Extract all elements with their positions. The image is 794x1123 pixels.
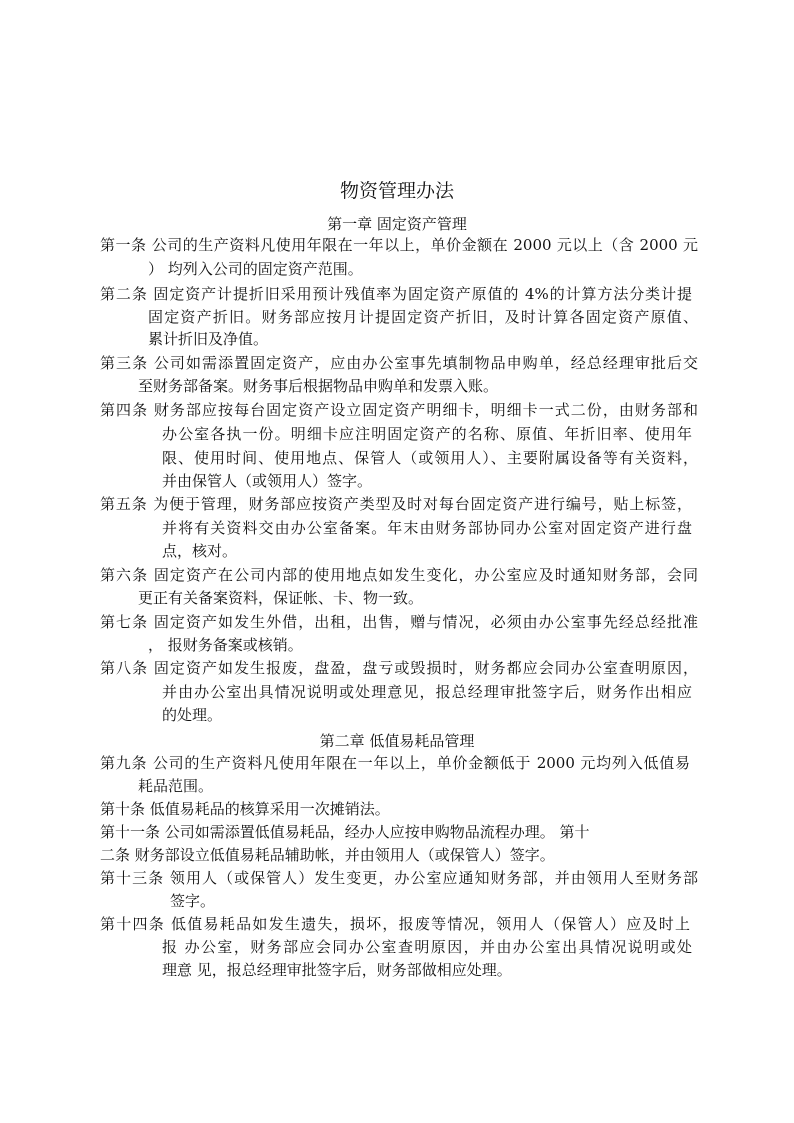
- article-1-line: ） 均列入公司的固定资产范围。: [148, 260, 363, 278]
- chapter-heading: 第二章 低值易耗品管理: [319, 732, 475, 750]
- article-11-line: 第十一条 公司如需添置低值易耗品，经办人应按申购物品流程办理。 第十: [100, 823, 590, 841]
- article-7-line: ， 报财务备案或核销。: [148, 636, 303, 654]
- article-4-line: 并由保管人（或领用人）签字。: [162, 472, 373, 490]
- article-5-line: 并将有关资料交由办公室备案。年末由财务部协同办公室对固定资产进行盘: [162, 519, 692, 537]
- article-4-line: 办公室各执一份。明细卡应注明固定资产的名称、原值、年折旧率、使用年: [162, 425, 692, 443]
- article-3-line: 第三条 公司如需添置固定资产，应由办公室事先填制物品申购单，经总经理审批后交: [100, 354, 698, 372]
- article-1-line: 第一条 公司的生产资料凡使用年限在一年以上，单价金额在 2000 元以上（含 2000 元: [100, 236, 698, 254]
- article-9-line: 耗品范围。: [138, 777, 214, 795]
- article-4-line: 第四条 财务部应按每台固定资产设立固定资产明细卡，明细卡一式二份，由财务部和: [100, 401, 698, 419]
- article-12-line: 二条 财务部设立低值易耗品辅助帐，并由领用人（或保管人）签字。: [100, 846, 555, 864]
- article-8-line: 的处理。: [162, 706, 223, 724]
- chapter-heading: 第一章 固定资产管理: [327, 215, 467, 233]
- article-5-line: 点，核对。: [162, 542, 238, 560]
- article-7-line: 第七条 固定资产如发生外借，出租，出售，赠与情况，必须由办公室事先经总经批准: [100, 613, 698, 631]
- article-13-line: 签字。: [170, 892, 216, 910]
- article-2-line: 第二条 固定资产计提折旧采用预计残值率为固定资产原值的 4%的计算方法分类计提: [100, 285, 692, 303]
- article-14-line: 报 办公室，财务部应会同办公室查明原因，并由办公室出具情况说明或处: [162, 938, 692, 956]
- article-10-line: 第十条 低值易耗品的核算采用一次摊销法。: [100, 800, 390, 818]
- article-14-line: 理意 见，报总经理审批签字后，财务部做相应处理。: [162, 961, 512, 979]
- document-title: 物资管理办法: [339, 180, 454, 202]
- article-5-line: 第五条 为便于管理，财务部应按资产类型及时对每台固定资产进行编号，贴上标签，: [100, 495, 692, 513]
- article-2-line: 累计折旧及净值。: [148, 330, 269, 348]
- article-8-line: 并由办公室出具情况说明或处理意见，报总经理审批签字后，财务作出相应: [162, 683, 692, 701]
- article-9-line: 第九条 公司的生产资料凡使用年限在一年以上，单价金额低于 2000 元均列入低值易: [100, 754, 690, 772]
- article-6-line: 第六条 固定资产在公司内部的使用地点如发生变化，办公室应及时通知财务部，会同: [100, 566, 698, 584]
- article-4-line: 限、使用时间、使用地点、保管人（或领用人）、主要附属设备等有关资料，: [162, 449, 698, 467]
- article-13-line: 第十三条 领用人（或保管人）发生变更，办公室应通知财务部，并由领用人至财务部: [100, 869, 698, 887]
- article-3-line: 至财务部备案。财务事后根据物品申购单和发票入账。: [138, 377, 499, 395]
- article-6-line: 更正有关备案资料，保证帐、卡、物一致。: [138, 589, 424, 607]
- article-2-line: 固定资产折旧。财务部应按月计提固定资产折旧，及时计算各固定资产原值、: [148, 308, 698, 326]
- article-8-line: 第八条 固定资产如发生报废，盘盈，盘亏或毁损时，财务都应会同办公室查明原因，: [100, 659, 698, 677]
- article-14-line: 第十四条 低值易耗品如发生遗失，损坏，报废等情况，领用人（保管人）应及时上: [100, 915, 690, 933]
